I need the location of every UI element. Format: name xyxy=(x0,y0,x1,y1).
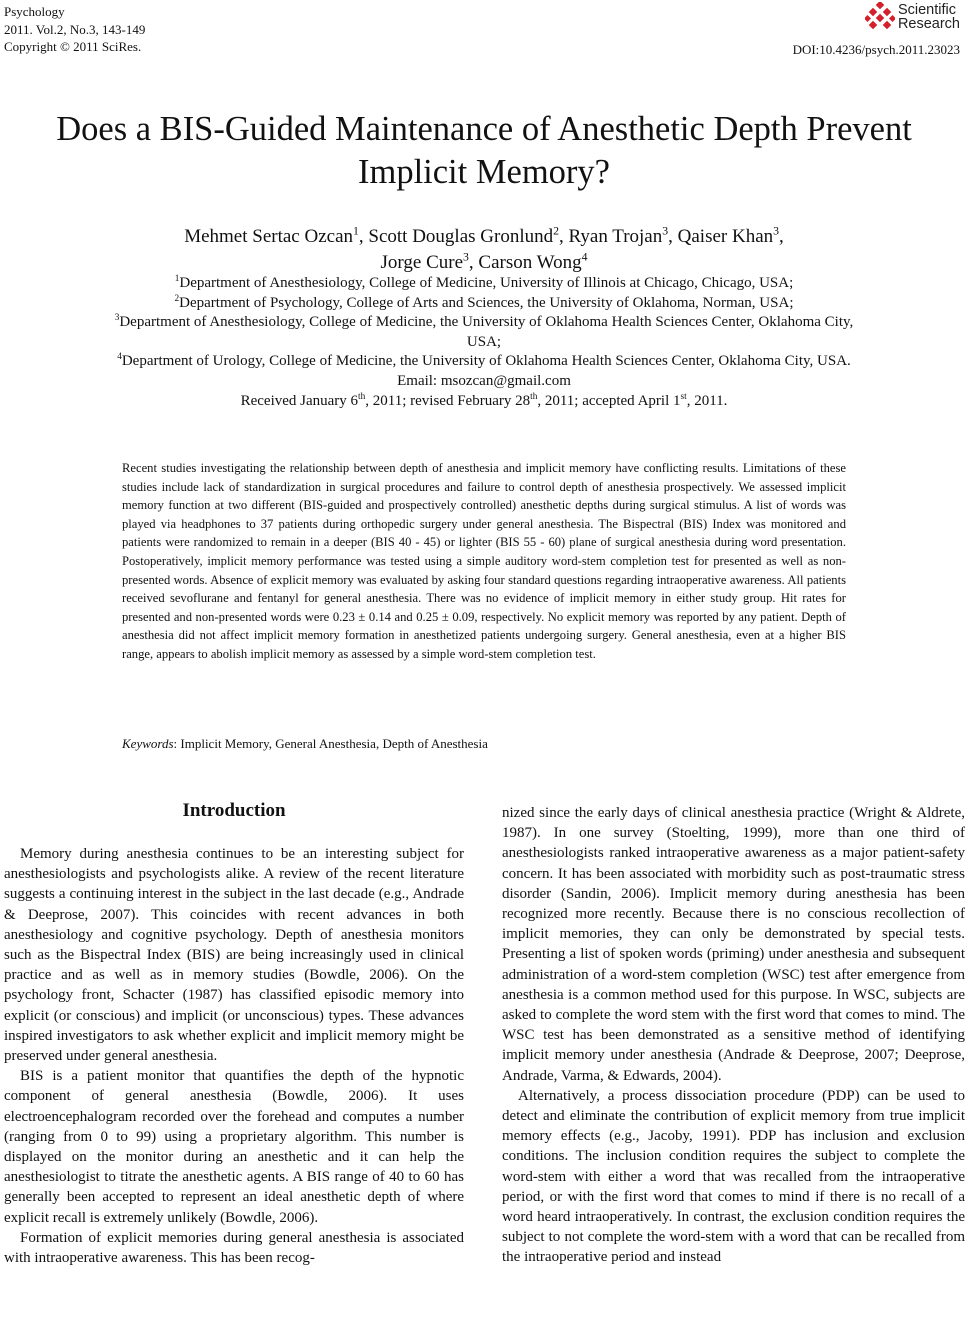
journal-header xyxy=(4,3,145,56)
author-affiliation-mark: 2 xyxy=(553,224,560,238)
volume-line: 2011. Vol.2, No.3, 143-149 xyxy=(4,21,146,37)
doi: DOI:10.4236/psych.2011.23023 xyxy=(792,42,960,57)
author-name: Mehmet Sertac Ozcan xyxy=(184,226,354,247)
author-affiliation-mark: 4 xyxy=(581,250,588,264)
publisher-logo xyxy=(793,2,960,32)
author-name: Scott Douglas Gronlund xyxy=(368,226,554,247)
author-affiliation-mark: 3 xyxy=(773,224,780,238)
author-name: Carson Wong xyxy=(478,252,582,273)
intro-paragraph-2: BIS is a patient monitor that quantifies the depth of the hypnotic component of general anesthesia (Bowdle, 2006). It uses electroencephalogram recorded over the forehead and computes a number (ranging from 0 to 99) using a proprietary algorithm. This number is displayed on the monitor during an anesthetic and it can help the anesthesiologist to titrate the anesthetic agents. A BIS range of 40 to 60 has generally been accepted to represent an ideal anesthetic depth of where explicit recall is extremely unlikely (Bowdle, 2006). xyxy=(4,1068,464,1226)
keywords-text: : Implicit Memory, General Anesthesia, Depth of Anesthesia xyxy=(173,736,488,751)
logo-text-line1: Scientific xyxy=(897,2,956,18)
keywords xyxy=(122,735,846,753)
intro-paragraph-1: Memory during anesthesia continues to be an interesting subject for anesthesiologists and psychologists alike. A review of the recent literature suggests a continuing interest in the subject in the last decade (e.g., Andrade & Deeprose, 2007). This coincides with recent advances in both anesthesiology and cognitive psychology. Depth of anesthesia monitors such as the Bispectral Index (BIS) are being increasingly used in clinical practice and as well as in memory studies (Bowdle, 2006). On the psychology front, Schacter (1987) has classified episodic memory into explicit (or conscious) and implicit (or unconscious) types. These advances inspired investigators to ask whether explicit and implicit memory might be preserved under general anesthesia. xyxy=(4,846,464,1065)
affiliation: $^4$Department of Urology, College of Medicine, the University of Oklahoma Health Sciences Center, Oklahoma City, USA. xyxy=(117,352,851,370)
author-name: Ryan Trojan xyxy=(568,226,663,247)
author-affiliation-mark: 3 xyxy=(463,250,469,264)
abstract: Recent studies investigating the relationship between depth of anesthesia and implicit memory have conflicting results. Limitations of these studies include lack of standardization in surgical procedures and failure to control depth of anesthesia prospectively. We assessed implicit memory function at two different (BIS-guided and prospectively controlled) anesthetic depths during surgical stimulus. A list of words was played via headphones to 37 patients during orthopedic surgery under general anesthesia. The Bispectral (BIS) Index was monitored and patients were randomized to remain in a deeper (BIS 40 - 45) or lighter (BIS 55 - 60) plane of surgical anesthesia during word presentation. Postoperatively, implicit memory performance was tested using a simple auditory word-stem completion test for presented as well as non-presented words. Absence of explicit memory was evaluated by asking four standard questions regarding intraoperative awareness. All patients received sevoflurane and fentanyl for general anesthesia. There was no evidence of implicit memory in either study group. Hit rates for presented and non-presented words were 0.23 ± 0.14 and 0.25 ± 0.09, respectively. No explicit memory was reported by any patient. Depth of anesthesia did not affect implicit memory formation in anesthetized patients undergoing surgery. General anesthesia, even at a higher BIS range, appears to abolish implicit memory as assessed by a simple word-stem completion test. xyxy=(122,461,846,661)
section-heading-introduction: Introduction xyxy=(182,800,286,821)
affiliation: $^1$Department of Anesthesiology, College of Medicine, University of Illinois at Chicago, Chicago, USA; xyxy=(174,274,794,291)
intro-paragraph-3: Formation of explicit memories during general anesthesia is associated with intraoperative awareness. This has been recog- xyxy=(4,1229,464,1267)
author-affiliation-mark: 1 xyxy=(353,224,359,238)
keywords-label: Keywords xyxy=(122,736,174,751)
author-affiliation-mark: 3 xyxy=(662,224,669,238)
affiliation: $^3$Department of Anesthesiology, College of Medicine, the University of Oklahoma Health Sciences Center, Oklahoma City, USA; xyxy=(114,313,854,350)
author-name: Qaiser Khan xyxy=(677,226,774,247)
affiliations xyxy=(100,274,868,411)
affiliation: $^2$Department of Psychology, College of Arts and Sciences, the University of Oklahoma, Norman, USA; xyxy=(174,293,794,311)
received-dates: Received January 6th, 2011; revised February 28th, 2011; accepted April 1st, 2011. xyxy=(240,391,728,409)
paper-title: Does a BIS-Guided Maintenance of Anesthetic Depth Prevent Implicit Memory? xyxy=(56,110,912,191)
left-column xyxy=(4,798,464,1268)
logo-text-line2: Research xyxy=(897,16,960,32)
author-list: Mehmet Sertac Ozcan$^1$, Scott Douglas Gronlund$^2$, Ryan Trojan$^3$, Qaiser Khan$^3$, Jorge Cure$^3$, Carson Wong$^4$ xyxy=(184,224,784,273)
publisher-header xyxy=(793,2,960,58)
intro-paragraph-4: Alternatively, a process dissociation procedure (PDP) can be used to detect and eliminate the contribution of explicit memory from true implicit memory effects (e.g., Jacoby, 1991). PDP has inclusion and exclusion conditions. The inclusion condition requires the subject to complete the word-stem with either a word that was recalled from the intraoperative period, or with the first word that comes to mind if there is no recall of a word heard intraoperatively. In contrast, the exclusion condition requires the subject to not complete the word-stem with a word that can be recalled from the intraoperative period and instead xyxy=(502,1087,965,1266)
right-column xyxy=(502,803,965,1268)
intro-paragraph-3-continued: nized since the early days of clinical anesthesia practice (Wright & Aldrete, 1987). In one survey (Stoelting, 1999), more than one third of anesthesiologists ranked intraoperative awareness as a major patient-safety concern. It has been associated with morbidity such as post-traumatic stress disorder (Sandin, 2006). Implicit memory during anesthesia has been recognized more recently. Because there is no conscious recollection of implicit memories, they can only be demonstrated by special tests. Presenting a list of spoken words (priming) under anesthesia and subsequent administration of a word-stem completion (WSC) test after emergence from anesthesia is a common method used for this purpose. In WSC, subjects are asked to complete the word stem with the first word that comes to mind. The WSC test has been demonstrated as a sensitive method of identifying implicit memory under anesthesia (Andrade & Deeprose, 2007; Deeprose, Andrade, Varma, & Edwards, 2004). xyxy=(502,805,965,1084)
email: Email: msozcan@gmail.com xyxy=(397,372,571,389)
scientific-research-logo-icon xyxy=(865,2,895,32)
journal-name: Psychology xyxy=(4,4,65,19)
copyright-line: Copyright © 2011 SciRes. xyxy=(4,39,142,54)
author-name: Jorge Cure xyxy=(380,252,464,273)
